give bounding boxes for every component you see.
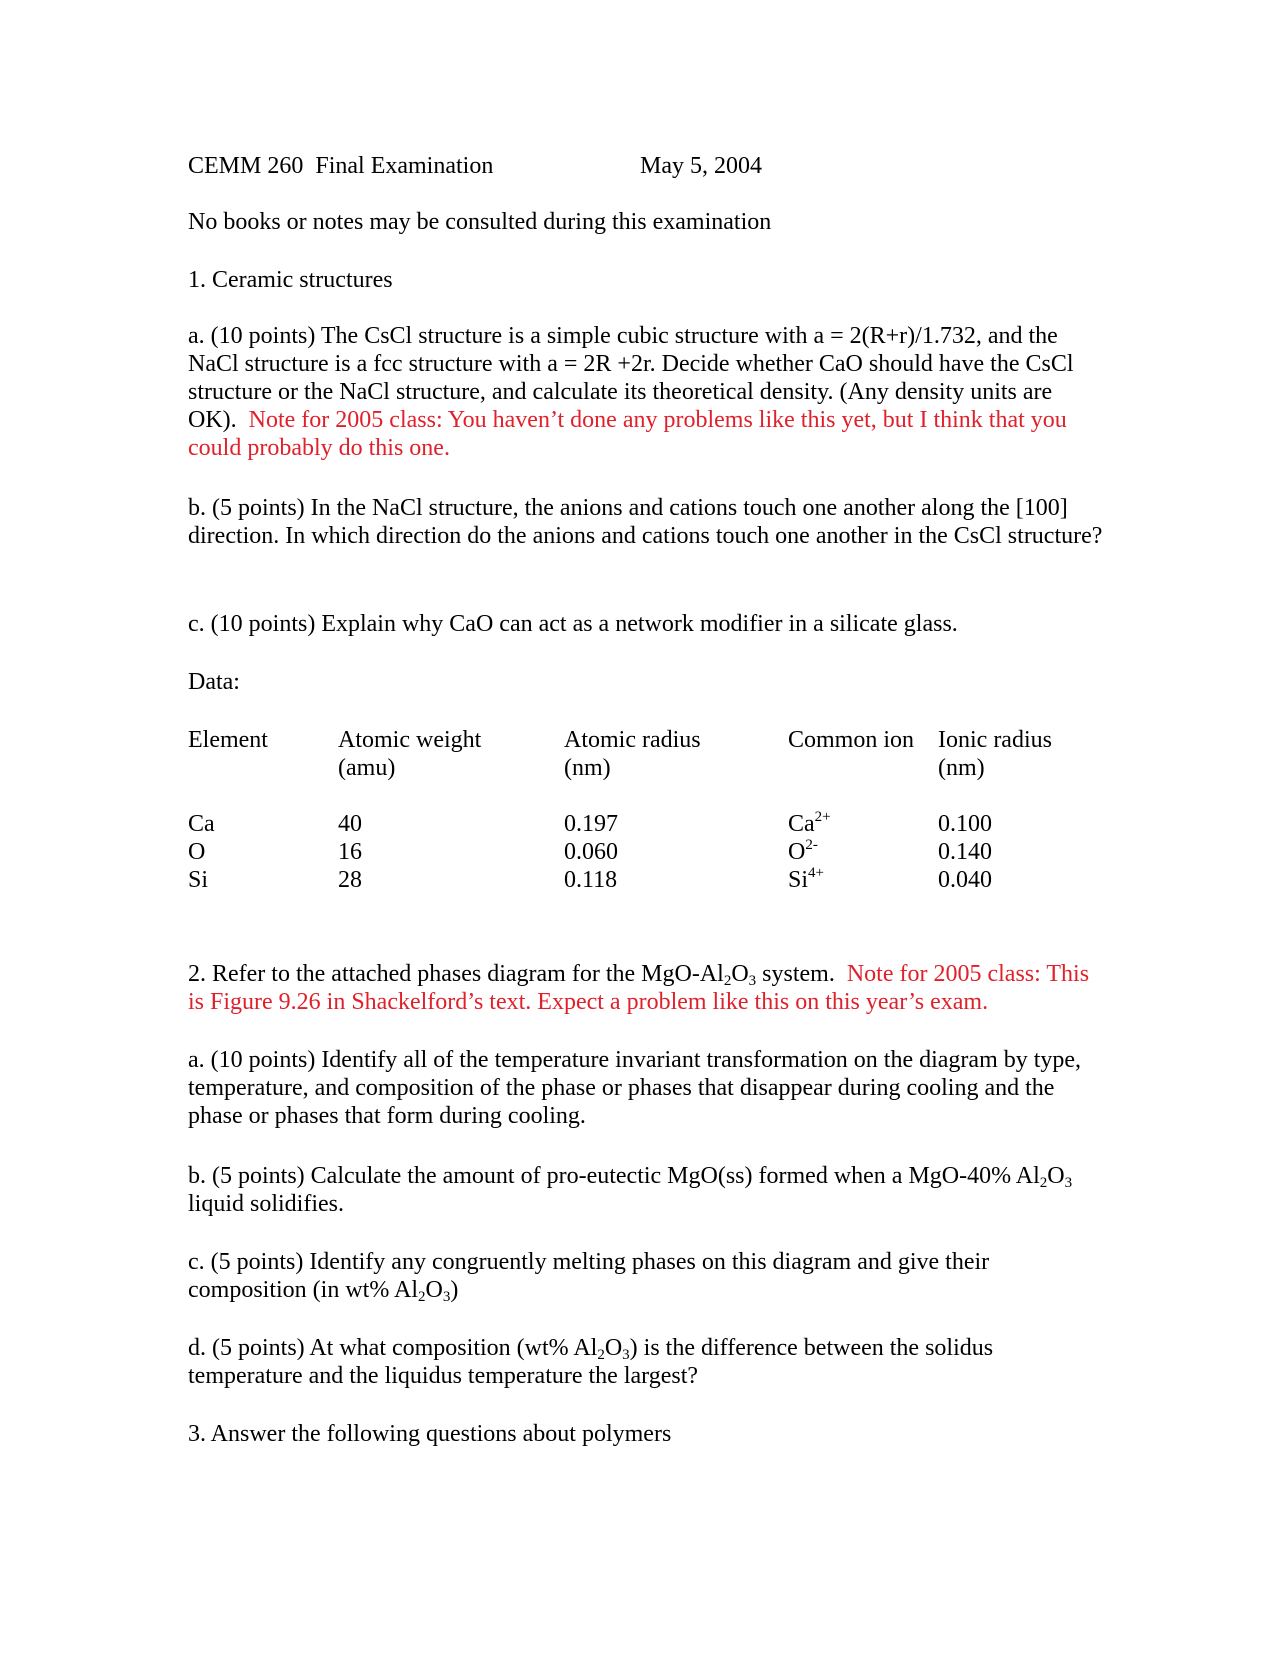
- header-atomic-weight-unit: (amu): [338, 755, 396, 781]
- q1-title: 1. Ceramic structures: [188, 267, 393, 293]
- q1a-note: Note for 2005 class: You haven’t done any problems like this yet, but I think that you could probably do this one.: [188, 407, 1067, 461]
- exam-date: May 5, 2004: [640, 153, 762, 179]
- q2-intro: 2. Refer to the attached phases diagram for the MgO-$Al_2O_3$ system. Note for 2005 class: This is Figure 9.26 in Shackelford’s text. Expect a problem like this on this year’s exam.: [188, 961, 1090, 1015]
- cell-ion-0: $Ca^{2+}$: [788, 809, 831, 837]
- col-ionic-radius: [938, 726, 1052, 894]
- header-common-ion: Common ion: [788, 727, 915, 753]
- header-element: Element: [188, 727, 268, 753]
- col-atomic-radius: [564, 726, 701, 894]
- cell-ionic-radius-1: 0.140: [938, 839, 992, 865]
- q2b-paragraph: b. (5 points) Calculate the amount of pro-eutectic MgO(ss) formed when a MgO-40% $Al_2O_3$ liquid solidifies.: [188, 1163, 1073, 1217]
- cell-atomic-radius-1: 0.060: [564, 839, 618, 865]
- cell-atomic-weight-1: 16: [338, 839, 362, 865]
- cell-ionic-radius-2: 0.040: [938, 867, 992, 893]
- q1a-paragraph: [188, 322, 1108, 462]
- cell-element-1: O: [188, 839, 206, 865]
- cell-atomic-radius-0: 0.197: [564, 811, 618, 837]
- cell-atomic-weight-0: 40: [338, 811, 362, 837]
- q2d-paragraph: d. (5 points) At what composition (wt% $Al_2O_3$) is the difference between the solidus temperature and the liquidus temperature the largest?: [188, 1335, 994, 1389]
- cell-element-2: Si: [188, 867, 209, 893]
- q1b-paragraph: b. (5 points) In the NaCl structure, the anions and cations touch one another along the [100] direction. In which direction do the anions and cations touch one another in the CsCl structure?: [188, 495, 1103, 549]
- cell-ion-1: $O^{2-}$: [788, 837, 818, 865]
- ion-charge-1: 2-: [805, 837, 818, 853]
- exam-instructions: No books or notes may be consulted during this examination: [188, 209, 772, 235]
- q2c-paragraph: c. (5 points) Identify any congruently melting phases on this diagram and give their composition (in wt% $Al_2O_3$): [188, 1249, 990, 1305]
- header-atomic-weight: Atomic weight: [338, 727, 482, 753]
- col-common-ion: [788, 726, 914, 894]
- exam-title: Final Examination: [315, 153, 494, 179]
- q2a-paragraph: a. (10 points) Identify all of the temperature invariant transformation on the diagram by type, temperature, and composition of the phase or phases that disappear during cooling and the phase or phases that form during cooling.: [188, 1047, 1082, 1129]
- cell-atomic-weight-2: 28: [338, 867, 362, 893]
- cell-ion-2: $Si^{4+}$: [788, 865, 824, 893]
- data-label: Data:: [188, 669, 240, 695]
- col-element: [188, 726, 268, 894]
- ion-charge-0: 2+: [814, 809, 831, 825]
- header-atomic-radius: Atomic radius: [564, 727, 701, 753]
- col-atomic-weight: [338, 726, 481, 894]
- q3-title: 3. Answer the following questions about polymers: [188, 1421, 672, 1447]
- q1a-text: a. (10 points) The CsCl structure is a simple cubic structure with a = 2(R+r)/1.732, and the NaCl structure is a fcc structure with a = 2R +2r. Decide whether CaO should have the CsCl structure or the NaCl structure, and calculate its theoretical density. (Any density units are OK).: [188, 323, 1074, 433]
- course-code: CEMM 260: [188, 153, 304, 179]
- q2-note: Note for 2005 class: This is Figure 9.26 in Shackelford’s text. Expect a problem like this on this year’s exam.: [188, 961, 1090, 1015]
- cell-element-0: Ca: [188, 811, 215, 837]
- cell-ionic-radius-0: 0.100: [938, 811, 992, 837]
- header-ionic-radius: Ionic radius: [938, 727, 1052, 753]
- cell-atomic-radius-2: 0.118: [564, 867, 618, 893]
- ion-charge-2: 4+: [808, 865, 824, 881]
- q1c-paragraph: c. (10 points) Explain why CaO can act as a network modifier in a silicate glass.: [188, 611, 958, 637]
- header-ionic-radius-unit: (nm): [938, 755, 985, 781]
- header-atomic-radius-unit: (nm): [564, 755, 611, 781]
